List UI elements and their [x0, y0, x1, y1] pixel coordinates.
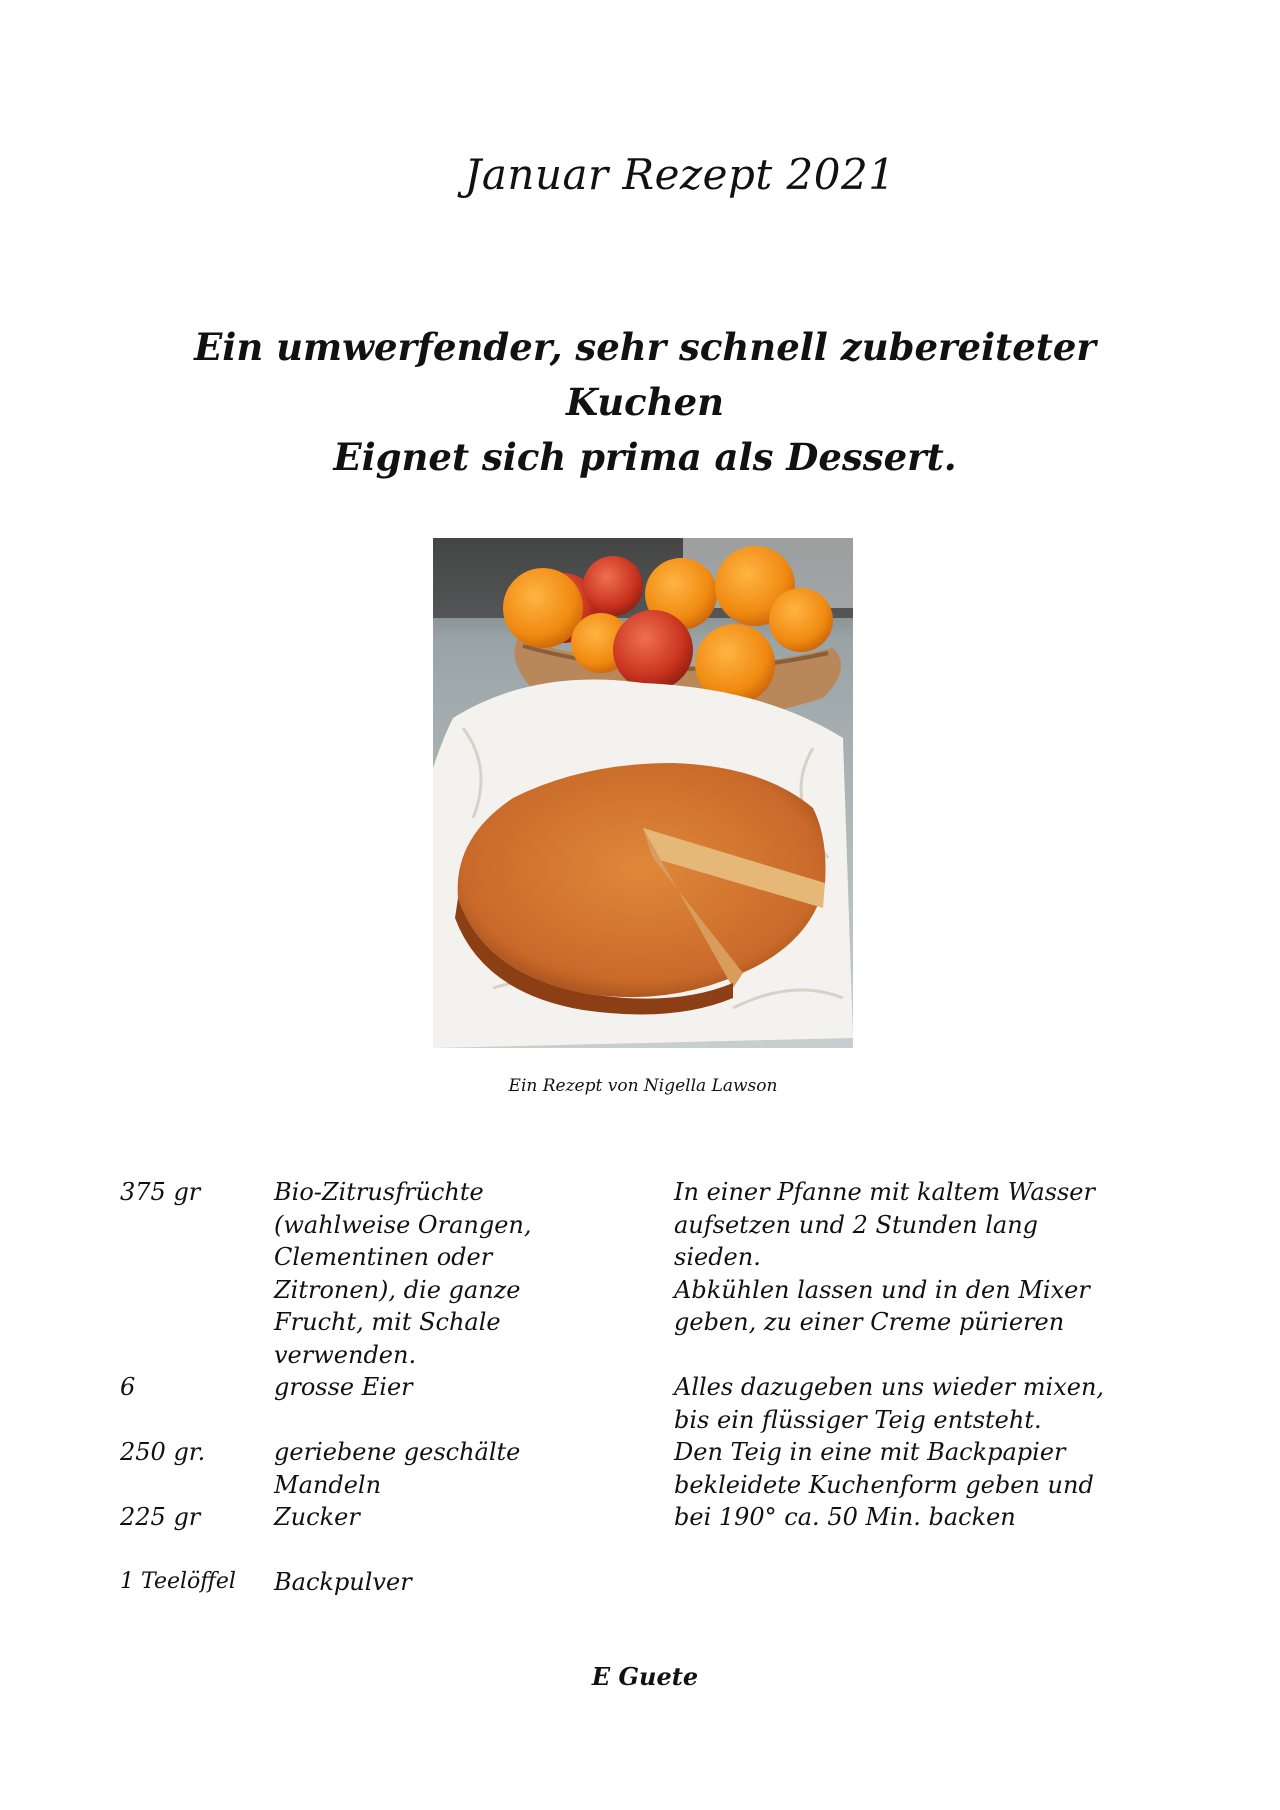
ingredient-line: Mandeln [274, 1470, 382, 1499]
ingredient-name [274, 1436, 674, 1501]
ingredient-name [274, 1176, 674, 1371]
ingredient-line: Zitronen), die ganze [274, 1275, 521, 1304]
step-line: Alles dazugeben uns wieder mixen, [674, 1373, 1105, 1401]
recipe-table [120, 1176, 1170, 1598]
ingredient-line: Bio-Zitrusfrüchte [274, 1178, 484, 1206]
ingredient-line: Backpulver [274, 1567, 412, 1596]
ingredient-line: grosse Eier [274, 1373, 413, 1401]
closing-text: E Guete [591, 1662, 699, 1691]
recipe-row [120, 1501, 1170, 1534]
recipe-row [120, 1566, 1170, 1599]
recipe-row [120, 1176, 1170, 1371]
ingredient-name [274, 1566, 674, 1599]
ingredient-line: Frucht, mit Schale [274, 1308, 501, 1336]
step-line: Den Teig in eine mit Backpapier [674, 1438, 1066, 1466]
photo-caption: Ein Rezept von Nigella Lawson [508, 1076, 778, 1096]
step-line: sieden. [674, 1243, 761, 1271]
subtitle-line: Eignet sich prima als Dessert. [333, 435, 957, 479]
ingredient-line: Clementinen oder [274, 1243, 493, 1271]
preparation-step [674, 1176, 1170, 1371]
step-line: In einer Pfanne mit kaltem Wasser [674, 1178, 1095, 1206]
step-line: Abkühlen lassen und in den Mixer [674, 1275, 1090, 1304]
recipe-row [120, 1371, 1170, 1436]
ingredient-quantity: 225 gr [120, 1503, 201, 1531]
step-line: bei 190° ca. 50 Min. backen [674, 1503, 1016, 1531]
ingredient-line: (wahlweise Orangen, [274, 1210, 532, 1239]
ingredient-line: verwenden. [274, 1340, 417, 1369]
subtitle [180, 320, 1110, 485]
ingredient-line: Zucker [274, 1503, 360, 1531]
step-line: bekleidete Kuchenform geben und [674, 1470, 1094, 1499]
ingredient-quantity: 1 Teelöffel [120, 1568, 236, 1594]
preparation-step [674, 1371, 1170, 1436]
subtitle-line: Ein umwerfender, sehr schnell zubereiteter [194, 325, 1096, 369]
ingredient-name [274, 1501, 674, 1534]
preparation-step [674, 1501, 1170, 1534]
ingredient-quantity: 250 gr. [120, 1438, 206, 1466]
recipe-photo [433, 538, 853, 1048]
step-line: geben, zu einer Creme pürieren [674, 1308, 1065, 1336]
cake-and-oranges-illustration [433, 538, 853, 1048]
ingredient-line: geriebene geschälte [274, 1438, 521, 1466]
step-line: bis ein flüssiger Teig entsteht. [674, 1405, 1042, 1434]
preparation-step [674, 1566, 1170, 1599]
preparation-step [674, 1436, 1170, 1501]
page-title: Januar Rezept 2021 [464, 150, 896, 199]
step-line: aufsetzen und 2 Stunden lang [674, 1210, 1039, 1239]
ingredient-name [274, 1371, 674, 1436]
ingredient-quantity: 6 [120, 1373, 136, 1401]
subtitle-line: Kuchen [565, 380, 725, 424]
ingredient-quantity: 375 gr [120, 1178, 201, 1206]
recipe-row [120, 1436, 1170, 1501]
